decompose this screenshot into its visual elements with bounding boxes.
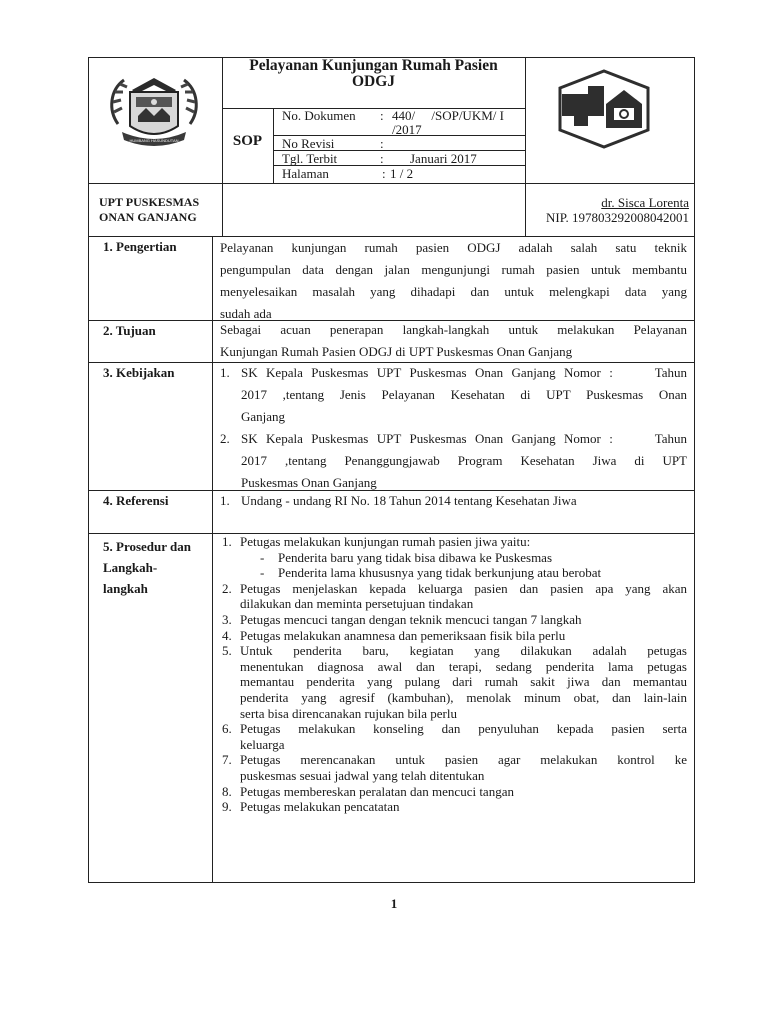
sop-divider	[273, 108, 274, 183]
doc-number-value: 440/ /SOP/UKM/ I	[392, 108, 504, 123]
prosedur-label-line-3: langkah	[103, 581, 148, 596]
step-5-line-3: memantau penderita yang pulang dari rumah sakit jiwa dan memantau	[240, 674, 687, 690]
pengertian-line-2: pengumpulan data dengan jalan mengunjungi rumah pasien untuk membantu	[220, 262, 687, 277]
doc-number-sep: :	[380, 108, 384, 123]
step-7-line-2: puskesmas sesuai jadwal yang telah ditentukan	[240, 767, 485, 783]
issued-value: Januari 2017	[410, 151, 477, 166]
section-text-pengertian	[220, 237, 687, 325]
section-text-tujuan	[220, 319, 687, 363]
step-1-sub-1-text: Penderita baru yang tidak bisa dibawa ke Puskesmas	[278, 549, 553, 565]
header-divider	[88, 183, 695, 184]
step-1-sub-2	[240, 565, 687, 581]
prosedur-step	[222, 628, 687, 644]
document-title	[222, 57, 525, 90]
step-1-sub-2-text: Penderita lama khususnya yang tidak berkunjung atau berobat	[278, 565, 602, 581]
prosedur-step	[222, 721, 687, 752]
title-line-1: Pelayanan Kunjungan Rumah Pasien	[249, 57, 498, 74]
puskesmas-cross-house-icon	[552, 68, 656, 150]
signer-nip: NIP. 197803292008042001	[545, 210, 689, 225]
step-5-line-5: serta bisa direncanakan rujukan bila perlu	[240, 705, 457, 721]
step-1-sub-1	[240, 550, 687, 566]
sub-dash: -	[260, 549, 265, 565]
kebijakan-1-line-2: 2017 ,tentang Jenis Pelayanan Kesehatan di UPT Puskesmas Onan	[241, 387, 687, 402]
pengertian-line-3: menyelesaikan masalah yang dihadapi dan untuk melengkapi data yang	[220, 284, 687, 299]
step-number: 5.	[222, 643, 232, 659]
kebijakan-item-number: 1.	[220, 365, 230, 380]
kebijakan-1-line-1: SK Kepala Puskesmas UPT Puskesmas Onan Ganjang Nomor : Tahun	[241, 365, 687, 380]
section-label-pengertian: 1. Pengertian	[103, 239, 177, 254]
step-number: 2.	[222, 580, 232, 596]
prosedur-label-line-1: 5. Prosedur dan	[103, 539, 192, 554]
kebijakan-item	[220, 362, 687, 428]
doc-number-value-2: /2017	[392, 122, 422, 137]
revision-sep: :	[380, 136, 384, 151]
page-sep: :	[382, 166, 386, 181]
prosedur-step-list	[222, 534, 687, 815]
kebijakan-1-line-3: Ganjang	[241, 409, 286, 424]
section-list-kebijakan	[220, 362, 687, 494]
referensi-item-number: 1.	[220, 493, 230, 508]
doc-number-label: No. Dokumen	[282, 108, 356, 123]
prosedur-step	[222, 534, 687, 581]
step-number: 3.	[222, 611, 232, 627]
prosedur-step	[222, 643, 687, 721]
step-6-line-1: Petugas melakukan konseling dan penyuluhan kepada pasien serta	[240, 721, 687, 737]
kebijakan-item-number: 2.	[220, 431, 230, 446]
tujuan-line-1: Sebagai acuan penerapan langkah-langkah untuk melakukan Pelayanan	[220, 322, 687, 337]
title-line-2: ODGJ	[351, 73, 396, 90]
section-label-prosedur	[103, 536, 191, 599]
step-1-line-1: Petugas melakukan kunjungan rumah pasien jiwa yaitu:	[240, 534, 531, 549]
label-column-divider	[212, 236, 213, 883]
signer-block	[525, 195, 689, 225]
step-6-line-2: keluarga	[240, 736, 285, 752]
referensi-item-text: Undang - undang RI No. 18 Tahun 2014 tentang Kesehatan Jiwa	[241, 493, 577, 508]
step-2-line-2: dilakukan dan meminta persetujuan tindakan	[240, 596, 474, 612]
issued-label: Tgl. Terbit	[282, 151, 338, 166]
section-label-referensi: 4. Referensi	[103, 493, 169, 508]
prosedur-step	[222, 784, 687, 800]
step-2-line-1: Petugas menjelaskan kepada keluarga pasien dan pasien apa yang akan	[240, 580, 687, 596]
step-number: 9.	[222, 799, 232, 815]
prosedur-step	[222, 752, 687, 783]
org-line-2: ONAN GANJANG	[99, 210, 197, 224]
prosedur-step	[222, 581, 687, 612]
page-number: 1	[390, 896, 398, 911]
tujuan-line-2: Kunjungan Rumah Pasien ODGJ di UPT Puskesmas Onan Ganjang	[220, 344, 573, 359]
step-8-line-1: Petugas membereskan peralatan dan mencuci tangan	[240, 783, 514, 799]
sub-dash: -	[260, 565, 265, 581]
org-left-divider	[222, 183, 223, 236]
kebijakan-2-line-1: SK Kepala Puskesmas UPT Puskesmas Onan Ganjang Nomor : Tahun	[241, 431, 687, 446]
header-right-divider	[525, 57, 526, 183]
step-5-line-2: menentukan diagnosa awal dan terapi, sedang penderita lama petugas	[240, 658, 687, 674]
pengertian-line-4: sudah ada	[220, 306, 272, 321]
kebijakan-2-line-2: 2017 ,tentang Penanggungjawab Program Kesehatan Jiwa di UPT	[241, 453, 687, 468]
prosedur-label-line-2: Langkah-	[103, 560, 158, 575]
step-number: 4.	[222, 627, 232, 643]
step-number: 1.	[222, 534, 232, 549]
step-5-line-4: penderita yang agresif (kambuhan), menolak minum obat, dan lain-lain	[240, 689, 687, 705]
page-value: 1 / 2	[390, 166, 414, 181]
step-5-line-1: Untuk penderita baru, kegiatan yang dilakukan adalah petugas	[240, 643, 687, 659]
issued-sep: :	[380, 151, 384, 166]
step-number: 8.	[222, 783, 232, 799]
step-number: 7.	[222, 752, 232, 768]
section-label-kebijakan: 3. Kebijakan	[103, 365, 175, 380]
step-4-line-1: Petugas melakukan anamnesa dan pemeriksaan fisik bila perlu	[240, 627, 566, 643]
step-7-line-1: Petugas merencanakan untuk pasien agar melakukan kontrol ke	[240, 752, 687, 768]
prosedur-step	[222, 612, 687, 628]
revision-label: No Revisi	[282, 136, 335, 151]
regency-emblem-icon	[104, 72, 204, 154]
page-label: Halaman	[282, 166, 329, 181]
step-3-line-1: Petugas mencuci tangan dengan teknik mencuci tangan 7 langkah	[240, 611, 582, 627]
kebijakan-item	[220, 428, 687, 494]
pengertian-line-1: Pelayanan kunjungan rumah pasien ODGJ adalah salah satu teknik	[220, 240, 687, 255]
organization-name	[99, 195, 199, 225]
prosedur-step	[222, 799, 687, 815]
kebijakan-2-line-3: Puskesmas Onan Ganjang	[241, 475, 377, 490]
step-number: 6.	[222, 721, 232, 737]
sop-label: SOP	[232, 133, 263, 149]
section-label-tujuan: 2. Tujuan	[103, 323, 156, 338]
svg-text:HUMBANG HASUNDUTAN: HUMBANG HASUNDUTAN	[129, 138, 179, 143]
signer-name: dr. Sisca Lorenta	[601, 195, 689, 210]
step-9-line-1: Petugas melakukan pencatatan	[240, 799, 400, 815]
org-line-1: UPT PUSKESMAS	[99, 195, 200, 209]
